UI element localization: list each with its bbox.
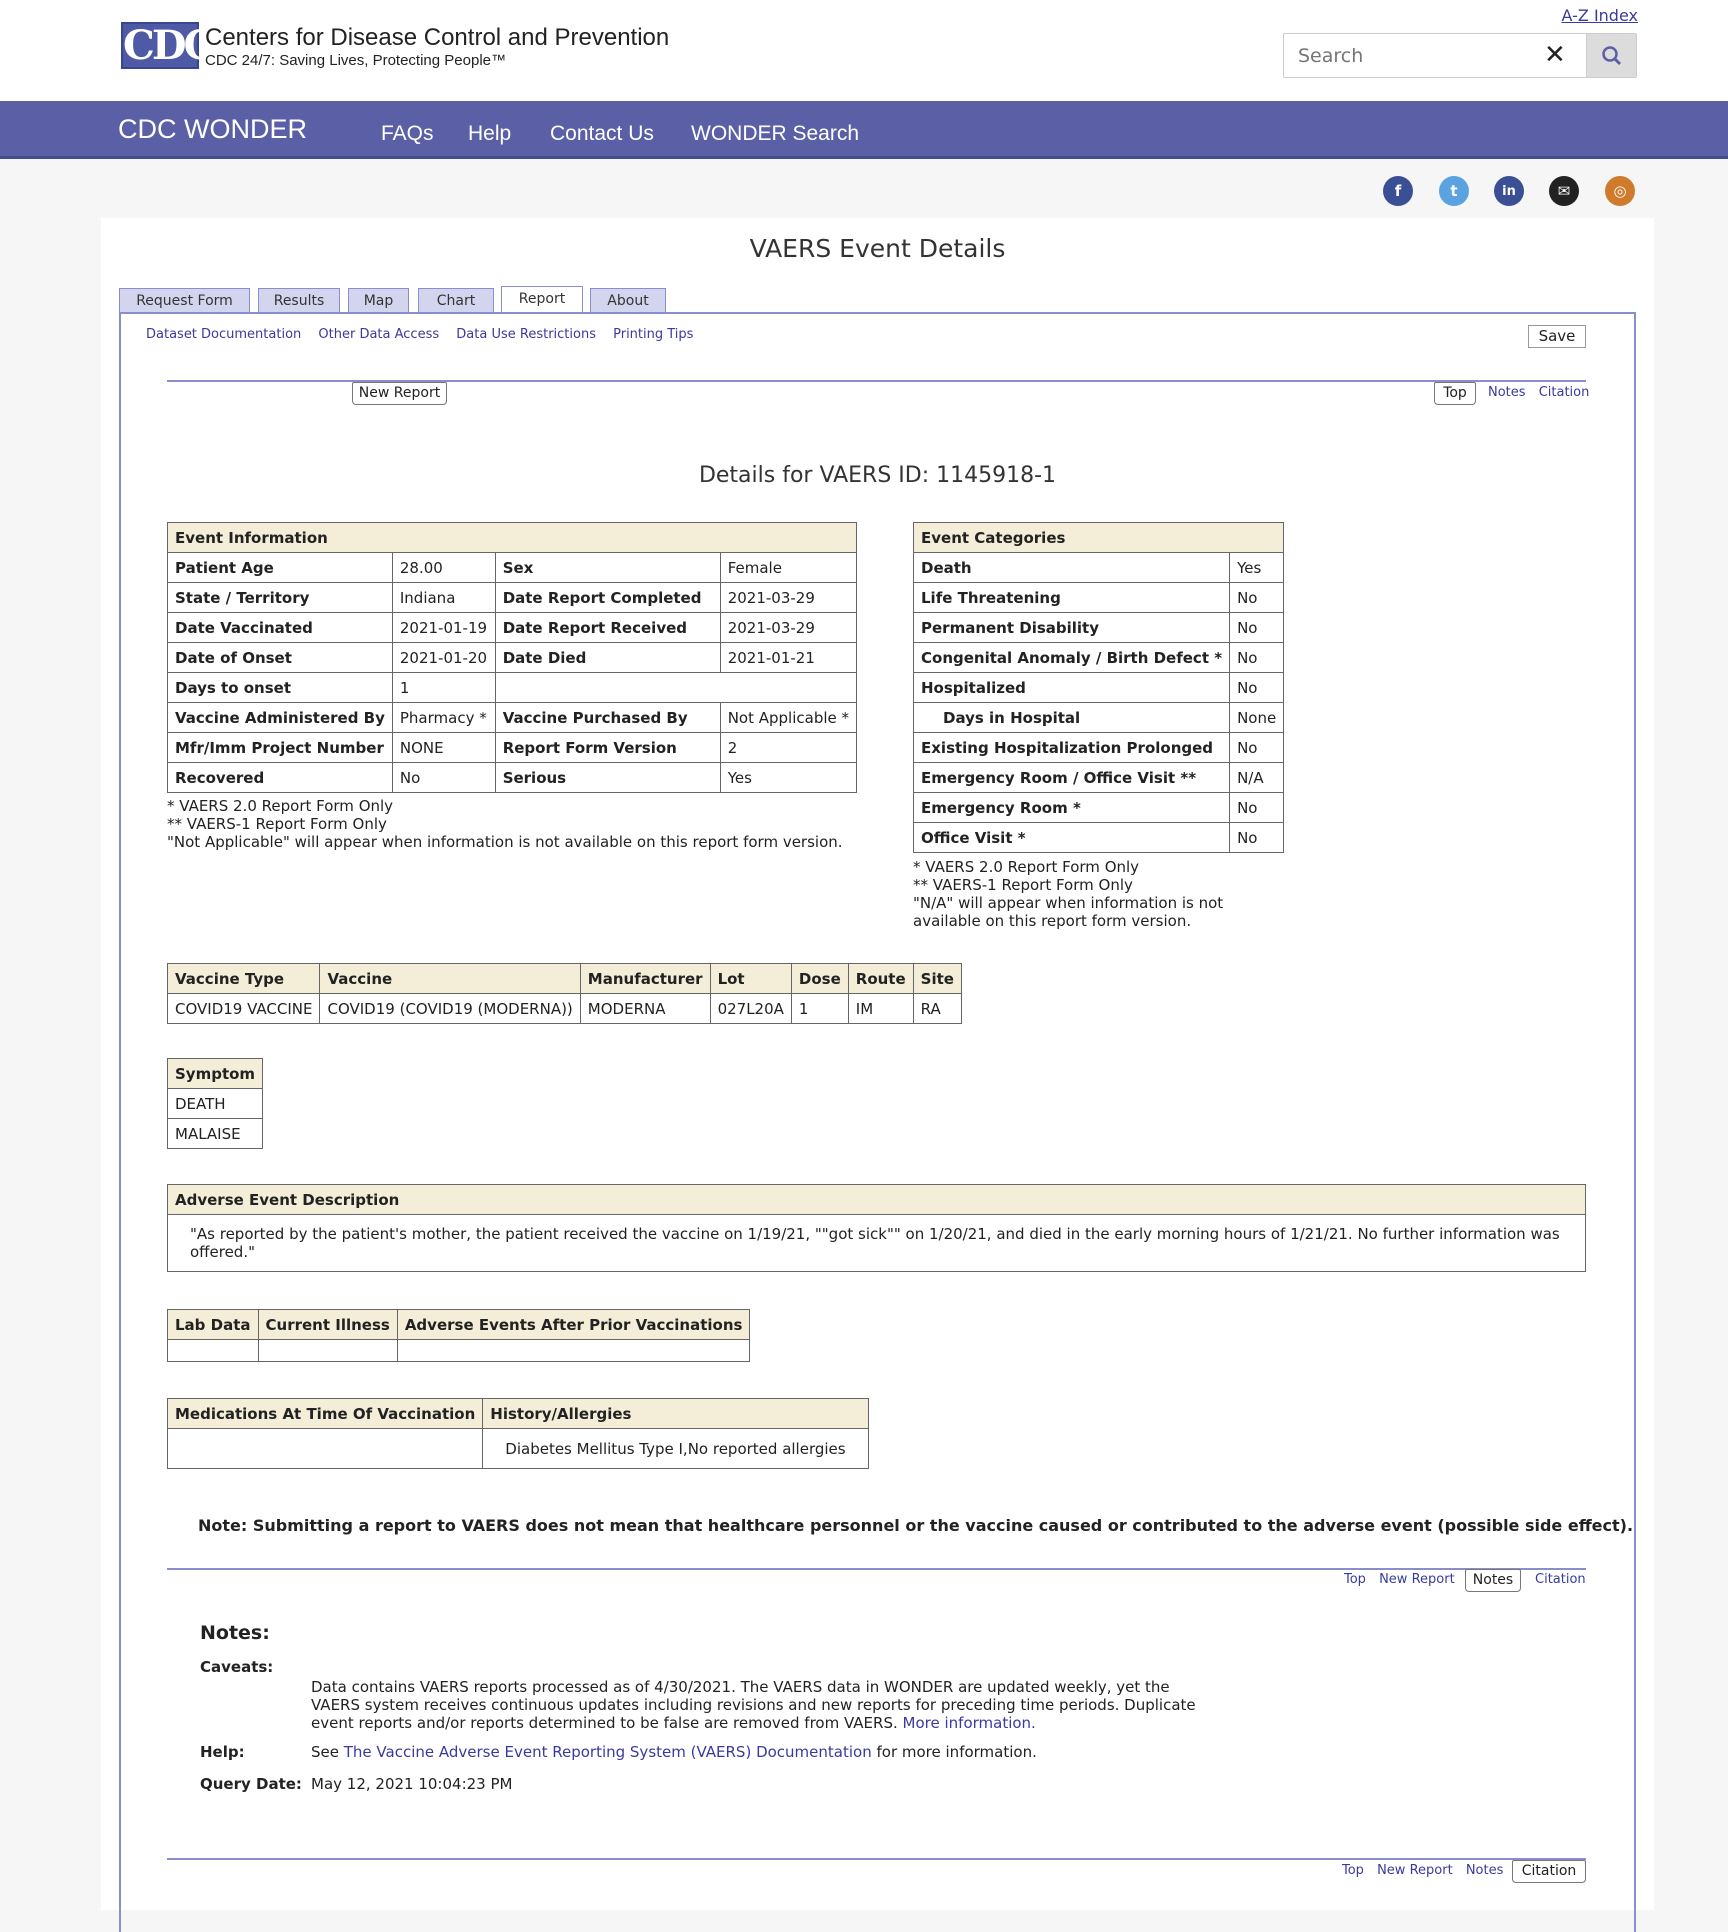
adverse-event-table: Adverse Event Description "As reported by the patient's mother, the patient received the vaccine on 1/19/21, ""got sick"" on 1/20/21, and died in the early morning hours of 1/21/21. No further information was offered." <box>167 1184 1586 1272</box>
tab-results[interactable]: Results <box>258 288 340 314</box>
details-title: Details for VAERS ID: 1145918-1 <box>698 463 1057 488</box>
section-nav-notes <box>1335 1572 1455 1587</box>
lab-data-table: Lab Data Current Illness Adverse Events After Prior Vaccinations <box>167 1309 750 1362</box>
table-row: Existing Hospitalization Prolonged No <box>914 733 1284 763</box>
search-icon <box>1601 45 1623 67</box>
new-report-link[interactable]: New Report <box>1379 1572 1455 1587</box>
nav-faqs[interactable]: FAQs <box>381 122 434 145</box>
table-row: Permanent Disability No <box>914 613 1284 643</box>
org-name: Centers for Disease Control and Prevention <box>205 24 670 51</box>
top-link[interactable]: Top <box>1344 1572 1366 1587</box>
divider <box>167 1858 1586 1860</box>
search-input[interactable] <box>1284 34 1580 77</box>
email-icon[interactable]: ✉ <box>1549 176 1579 206</box>
caveats-text: Data contains VAERS reports processed as of 4/30/2021. The VAERS data in WONDER are updated weekly, yet the VAERS system receives continuous updates including revisions and new reports for preceding time periods. Duplicate event reports and/or reports determined to be false are removed from VAERS. More information. <box>311 1678 1196 1732</box>
table-row: Emergency Room * No <box>914 793 1284 823</box>
event-information-heading: Event Information <box>168 523 857 553</box>
content-panel <box>101 218 1654 1910</box>
symptom-table: Symptom DEATH MALAISE <box>167 1058 263 1149</box>
help-label: Help: <box>200 1743 245 1761</box>
citation-tab-marker[interactable]: Citation <box>1512 1860 1586 1883</box>
table-row: Office Visit * No <box>914 823 1284 853</box>
table-row: Patient Age 28.00 Sex Female <box>168 553 857 583</box>
table-row: Days to onset 1 <box>168 673 857 703</box>
table-row <box>168 1215 1586 1272</box>
dataset-documentation-link[interactable]: Dataset Documentation <box>146 327 302 342</box>
search-box <box>1283 33 1637 78</box>
section-nav-citation <box>1333 1863 1503 1878</box>
top-link[interactable]: Top <box>1342 1863 1364 1878</box>
vaers-disclaimer-note: Note: Submitting a report to VAERS does not mean that healthcare personnel or the vaccine caused or contributed to the adverse event (possible side effect). <box>198 1516 1634 1535</box>
tab-request-form[interactable]: Request Form <box>119 288 250 314</box>
query-date-value: May 12, 2021 10:04:23 PM <box>311 1775 513 1793</box>
az-index-link[interactable]: A-Z Index <box>1561 6 1638 25</box>
table-row: Recovered No Serious Yes <box>168 763 857 793</box>
table-row: Diabetes Mellitus Type I,No reported allergies <box>168 1429 869 1469</box>
new-report-button[interactable]: New Report <box>352 382 447 405</box>
data-use-restrictions-link[interactable]: Data Use Restrictions <box>456 327 596 342</box>
table-row <box>168 1340 750 1362</box>
table-row: State / Territory Indiana Date Report Completed 2021-03-29 <box>168 583 857 613</box>
tab-about[interactable]: About <box>590 288 666 314</box>
notes-link[interactable]: Notes <box>1465 1863 1504 1878</box>
notes-tab-marker[interactable]: Notes <box>1465 1569 1521 1592</box>
more-information-link[interactable]: More information. <box>902 1714 1036 1732</box>
tagline: CDC 24/7: Saving Lives, Protecting People™ <box>205 52 506 69</box>
clear-search-icon[interactable]: ✕ <box>1544 40 1566 70</box>
table-row: Vaccine Administered By Pharmacy * Vaccine Purchased By Not Applicable * <box>168 703 857 733</box>
top-tab-marker[interactable]: Top <box>1434 382 1476 405</box>
adverse-event-description: "As reported by the patient's mother, the patient received the vaccine on 1/19/21, ""got sick"" on 1/20/21, and died in the early morning hours of 1/21/21. No further information was offered." <box>168 1215 1586 1272</box>
twitter-icon[interactable]: t <box>1439 176 1469 206</box>
vaccine-table: Vaccine Type Vaccine Manufacturer Lot Dose Route Site COVID19 VACCINE COVID19 (COVID19 (MODERNA)) MODERNA 027L20A 1 IM RA <box>167 963 962 1024</box>
help-text: See The Vaccine Adverse Event Reporting System (VAERS) Documentation for more information. <box>311 1743 1037 1761</box>
caveats-label: Caveats: <box>200 1658 274 1676</box>
event-categories-heading: Event Categories <box>914 523 1284 553</box>
tab-chart[interactable]: Chart <box>418 288 494 314</box>
table-row: MALAISE <box>168 1119 263 1149</box>
tab-map[interactable]: Map <box>348 288 409 314</box>
top-links <box>146 327 706 342</box>
table-row: Hospitalized No <box>914 673 1284 703</box>
divider <box>167 1568 1586 1570</box>
site-title[interactable]: CDC WONDER <box>118 114 307 144</box>
brand-text <box>205 24 669 70</box>
medications-table: Medications At Time Of Vaccination History/Allergies Diabetes Mellitus Type I,No reported allergies <box>167 1398 869 1469</box>
table-row: Life Threatening No <box>914 583 1284 613</box>
table-row: Mfr/Imm Project Number NONE Report Form Version 2 <box>168 733 857 763</box>
event-information-table <box>167 522 857 793</box>
other-data-access-link[interactable]: Other Data Access <box>318 327 440 342</box>
event-info-footnotes: * VAERS 2.0 Report Form Only ** VAERS-1 Report Form Only "Not Applicable" will appear when information is not available on this report form version. <box>167 797 843 851</box>
printing-tips-link[interactable]: Printing Tips <box>613 327 694 342</box>
facebook-icon[interactable]: f <box>1383 176 1413 206</box>
main-nav <box>0 101 1728 159</box>
page-title: VAERS Event Details <box>749 234 1006 263</box>
table-row: Emergency Room / Office Visit ** N/A <box>914 763 1284 793</box>
syndication-icon[interactable]: ◎ <box>1605 176 1635 206</box>
site-header <box>0 0 1728 101</box>
nav-wonder-search[interactable]: WONDER Search <box>691 122 860 145</box>
notes-heading: Notes: <box>200 1622 270 1644</box>
search-button[interactable] <box>1586 34 1636 77</box>
event-categories-footnotes: * VAERS 2.0 Report Form Only ** VAERS-1 Report Form Only "N/A" will appear when information is not available on this report form version. <box>913 858 1224 930</box>
tab-report[interactable]: Report <box>501 286 583 314</box>
citation-link[interactable]: Citation <box>1535 1572 1586 1587</box>
nav-help[interactable]: Help <box>468 122 512 145</box>
table-row: COVID19 VACCINE COVID19 (COVID19 (MODERNA)) MODERNA 027L20A 1 IM RA <box>168 994 962 1024</box>
new-report-link[interactable]: New Report <box>1377 1863 1453 1878</box>
query-date-label: Query Date: <box>200 1775 302 1793</box>
table-row: DEATH <box>168 1089 263 1119</box>
save-button[interactable]: Save <box>1528 325 1586 348</box>
section-nav-top <box>1479 385 1589 400</box>
linkedin-icon[interactable]: in <box>1494 176 1524 206</box>
table-row: Days in Hospital None <box>914 703 1284 733</box>
table-row: Death Yes <box>914 553 1284 583</box>
section-nav-notes-right <box>1526 1572 1586 1587</box>
table-row: Congenital Anomaly / Birth Defect * No <box>914 643 1284 673</box>
citation-link[interactable]: Citation <box>1538 385 1590 400</box>
event-categories-table <box>913 522 1284 853</box>
table-row: Date Vaccinated 2021-01-19 Date Report Received 2021-03-29 <box>168 613 857 643</box>
nav-contact-us[interactable]: Contact Us <box>550 122 654 145</box>
cdc-logo[interactable]: CDC <box>123 22 213 69</box>
notes-link[interactable]: Notes <box>1488 385 1526 400</box>
vaers-documentation-link[interactable]: The Vaccine Adverse Event Reporting System (VAERS) Documentation <box>343 1743 872 1761</box>
table-row: Date of Onset 2021-01-20 Date Died 2021-01-21 <box>168 643 857 673</box>
